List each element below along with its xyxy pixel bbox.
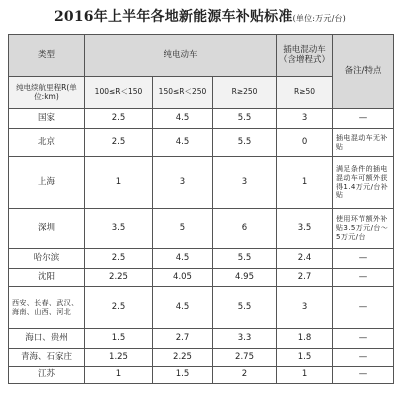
subsidy-table: [8, 34, 394, 384]
value-cell: 6: [213, 209, 277, 249]
value-cell: 4.5: [153, 129, 213, 157]
value-cell: 4.5: [153, 109, 213, 129]
value-cell: 3: [213, 157, 277, 209]
value-cell: 2.4: [277, 249, 333, 269]
value-cell: 2.25: [153, 349, 213, 367]
value-cell: 3: [277, 287, 333, 329]
value-cell: 2.7: [153, 329, 213, 349]
table-row: [9, 349, 394, 367]
header-remark: 备注/特点: [333, 35, 394, 109]
city-cell: 哈尔滨: [9, 249, 85, 269]
remark-cell: —: [333, 287, 394, 329]
table-row: [9, 287, 394, 329]
table-row: [9, 329, 394, 349]
city-cell: 国家: [9, 109, 85, 129]
title-unit: (单位:万元/台): [292, 14, 346, 23]
value-cell: 2.5: [85, 129, 153, 157]
value-cell: 1.5: [277, 349, 333, 367]
header-ev: 纯电动车: [85, 35, 277, 77]
value-cell: 1.8: [277, 329, 333, 349]
value-cell: 2.7: [277, 269, 333, 287]
value-cell: 2.25: [85, 269, 153, 287]
remark-cell: —: [333, 349, 394, 367]
value-cell: 3.3: [213, 329, 277, 349]
value-cell: 3: [277, 109, 333, 129]
city-cell: 江苏: [9, 367, 85, 384]
value-cell: 1.5: [153, 367, 213, 384]
remark-cell: —: [333, 329, 394, 349]
table-row: [9, 269, 394, 287]
city-cell: 上海: [9, 157, 85, 209]
header-phev: 插电混动车（含增程式）: [277, 35, 333, 77]
remark-cell: —: [333, 249, 394, 269]
value-cell: 1.5: [85, 329, 153, 349]
value-cell: 3.5: [277, 209, 333, 249]
value-cell: 1.25: [85, 349, 153, 367]
city-cell: 海口、贵州: [9, 329, 85, 349]
table-row: [9, 129, 394, 157]
table-row: [9, 109, 394, 129]
remark-cell: —: [333, 109, 394, 129]
value-cell: 1: [85, 367, 153, 384]
header-range-1: 100≤R＜150: [85, 77, 153, 109]
value-cell: 2: [213, 367, 277, 384]
table-row: [9, 209, 394, 249]
value-cell: 4.95: [213, 269, 277, 287]
city-cell: 深圳: [9, 209, 85, 249]
header-type: 类型: [9, 35, 85, 77]
value-cell: 5: [153, 209, 213, 249]
value-cell: 1: [85, 157, 153, 209]
remark-cell: 满足条件的插电混动车可额外获得1.4万元/台补贴: [333, 157, 394, 209]
value-cell: 2.5: [85, 109, 153, 129]
title-main: 2016年上半年各地新能源车补贴标准: [53, 9, 293, 25]
header-range-label: 纯电续航里程R(单位:km): [9, 77, 85, 109]
value-cell: 3.5: [85, 209, 153, 249]
value-cell: 4.5: [153, 287, 213, 329]
header-range-3: R≥250: [213, 77, 277, 109]
value-cell: 4.5: [153, 249, 213, 269]
city-cell: 青海、石家庄: [9, 349, 85, 367]
header-range-4: R≥50: [277, 77, 333, 109]
table-row: [9, 367, 394, 384]
value-cell: 1: [277, 367, 333, 384]
value-cell: 5.5: [213, 287, 277, 329]
value-cell: 5.5: [213, 129, 277, 157]
value-cell: 1: [277, 157, 333, 209]
value-cell: 0: [277, 129, 333, 157]
header-range-2: 150≤R＜250: [153, 77, 213, 109]
value-cell: 2.75: [213, 349, 277, 367]
remark-cell: 插电混动车无补贴: [333, 129, 394, 157]
remark-cell: —: [333, 367, 394, 384]
remark-cell: —: [333, 269, 394, 287]
value-cell: 2.5: [85, 249, 153, 269]
table-row: [9, 249, 394, 269]
city-cell: 西安、长春、武汉、海南、山西、河北: [9, 287, 85, 329]
table-row: [9, 157, 394, 209]
value-cell: 5.5: [213, 109, 277, 129]
city-cell: 沈阳: [9, 269, 85, 287]
value-cell: 4.05: [153, 269, 213, 287]
value-cell: 3: [153, 157, 213, 209]
city-cell: 北京: [9, 129, 85, 157]
remark-cell: 使用环节额外补贴3.5万元/台～5万元/台: [333, 209, 394, 249]
value-cell: 2.5: [85, 287, 153, 329]
value-cell: 5.5: [213, 249, 277, 269]
page-title: [0, 6, 400, 26]
